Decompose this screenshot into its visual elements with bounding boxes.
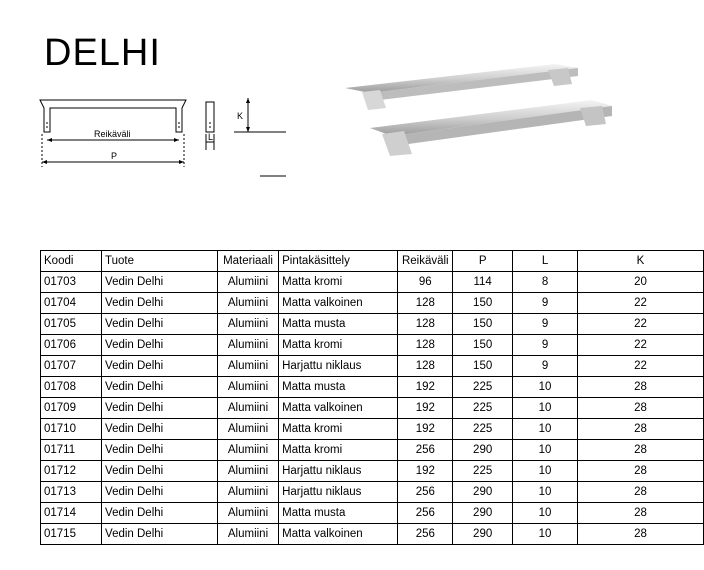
cell-tuote: Vedin Delhi: [102, 293, 218, 314]
cell-materiaali: Alumiini: [217, 482, 278, 503]
cell-pintakasittely: Matta valkoinen: [279, 398, 398, 419]
cell-koodi: 01710: [41, 419, 102, 440]
cell-l: 8: [513, 272, 578, 293]
table-header-row: [41, 251, 704, 272]
cell-reikavali: 192: [398, 398, 453, 419]
cell-materiaali: Alumiini: [217, 335, 278, 356]
cell-p: 290: [453, 503, 513, 524]
cell-p: 290: [453, 440, 513, 461]
product-table: [40, 250, 704, 545]
header-l: L: [513, 251, 578, 272]
cell-pintakasittely: Matta kromi: [279, 440, 398, 461]
k-dimension-label: K: [237, 111, 244, 121]
table-row: [41, 482, 704, 503]
cell-materiaali: Alumiini: [217, 503, 278, 524]
cell-reikavali: 256: [398, 503, 453, 524]
cell-reikavali: 128: [398, 293, 453, 314]
table-row: [41, 419, 704, 440]
cell-tuote: Vedin Delhi: [102, 503, 218, 524]
cell-k: 28: [578, 377, 704, 398]
table-row: [41, 503, 704, 524]
header-tuote: Tuote: [102, 251, 218, 272]
cell-koodi: 01711: [41, 440, 102, 461]
table-row: [41, 524, 704, 545]
cell-koodi: 01709: [41, 398, 102, 419]
cell-reikavali: 96: [398, 272, 453, 293]
header-pintakasittely: Pintakäsittely: [279, 251, 398, 272]
cell-pintakasittely: Matta kromi: [279, 419, 398, 440]
cell-tuote: Vedin Delhi: [102, 461, 218, 482]
cell-k: 28: [578, 461, 704, 482]
cell-reikavali: 128: [398, 335, 453, 356]
table-row: [41, 293, 704, 314]
cell-l: 10: [513, 419, 578, 440]
handle-image-back: [345, 64, 578, 110]
cell-l: 9: [513, 335, 578, 356]
cell-koodi: 01703: [41, 272, 102, 293]
cell-koodi: 01712: [41, 461, 102, 482]
cell-pintakasittely: Harjattu niklaus: [279, 356, 398, 377]
cell-reikavali: 192: [398, 461, 453, 482]
cell-p: 150: [453, 293, 513, 314]
cell-l: 10: [513, 440, 578, 461]
cell-p: 225: [453, 419, 513, 440]
cell-p: 150: [453, 314, 513, 335]
table-row: [41, 356, 704, 377]
cell-pintakasittely: Harjattu niklaus: [279, 461, 398, 482]
cell-p: 290: [453, 482, 513, 503]
cell-koodi: 01714: [41, 503, 102, 524]
reikavali-label: Reikäväli: [94, 129, 131, 139]
header-koodi: Koodi: [41, 251, 102, 272]
cell-tuote: Vedin Delhi: [102, 524, 218, 545]
cell-k: 28: [578, 482, 704, 503]
cell-k: 22: [578, 335, 704, 356]
table-row: [41, 377, 704, 398]
p-dimension-label: P: [111, 151, 118, 161]
cell-reikavali: 192: [398, 377, 453, 398]
cell-reikavali: 256: [398, 524, 453, 545]
cell-materiaali: Alumiini: [217, 398, 278, 419]
cell-k: 28: [578, 503, 704, 524]
cell-pintakasittely: Matta musta: [279, 377, 398, 398]
cell-l: 10: [513, 503, 578, 524]
cell-k: 28: [578, 440, 704, 461]
product-photo: [340, 58, 620, 168]
cell-koodi: 01707: [41, 356, 102, 377]
cell-l: 9: [513, 314, 578, 335]
cell-reikavali: 256: [398, 440, 453, 461]
table-row: [41, 398, 704, 419]
cell-reikavali: 256: [398, 482, 453, 503]
cell-materiaali: Alumiini: [217, 356, 278, 377]
cell-k: 22: [578, 356, 704, 377]
header-reikavali: Reikäväli: [398, 251, 453, 272]
cell-l: 10: [513, 398, 578, 419]
cell-k: 28: [578, 524, 704, 545]
cell-tuote: Vedin Delhi: [102, 419, 218, 440]
cell-pintakasittely: Harjattu niklaus: [279, 482, 398, 503]
cell-materiaali: Alumiini: [217, 272, 278, 293]
cell-l: 10: [513, 524, 578, 545]
cell-k: 28: [578, 419, 704, 440]
cell-l: 10: [513, 377, 578, 398]
cell-pintakasittely: Matta valkoinen: [279, 524, 398, 545]
handle-image-front: [370, 100, 612, 156]
cell-l: 10: [513, 461, 578, 482]
cell-tuote: Vedin Delhi: [102, 272, 218, 293]
cell-materiaali: Alumiini: [217, 440, 278, 461]
cell-p: 225: [453, 377, 513, 398]
cell-materiaali: Alumiini: [217, 419, 278, 440]
cell-koodi: 01704: [41, 293, 102, 314]
cell-koodi: 01706: [41, 335, 102, 356]
cell-koodi: 01715: [41, 524, 102, 545]
cell-p: 114: [453, 272, 513, 293]
table-row: [41, 335, 704, 356]
cell-tuote: Vedin Delhi: [102, 314, 218, 335]
cell-tuote: Vedin Delhi: [102, 377, 218, 398]
cell-k: 22: [578, 314, 704, 335]
cell-p: 150: [453, 335, 513, 356]
table-row: [41, 272, 704, 293]
cell-pintakasittely: Matta musta: [279, 314, 398, 335]
cell-tuote: Vedin Delhi: [102, 356, 218, 377]
header-materiaali: Materiaali: [217, 251, 278, 272]
cell-reikavali: 128: [398, 356, 453, 377]
page-title: DELHI: [44, 32, 161, 74]
header-k: K: [578, 251, 704, 272]
cell-p: 225: [453, 398, 513, 419]
cell-koodi: 01705: [41, 314, 102, 335]
cell-k: 20: [578, 272, 704, 293]
cell-tuote: Vedin Delhi: [102, 398, 218, 419]
cell-materiaali: Alumiini: [217, 314, 278, 335]
cell-reikavali: 192: [398, 419, 453, 440]
cell-reikavali: 128: [398, 314, 453, 335]
cell-materiaali: Alumiini: [217, 461, 278, 482]
cell-materiaali: Alumiini: [217, 524, 278, 545]
table-row: [41, 314, 704, 335]
cell-p: 290: [453, 524, 513, 545]
cell-k: 28: [578, 398, 704, 419]
cell-l: 9: [513, 293, 578, 314]
cell-tuote: Vedin Delhi: [102, 440, 218, 461]
header-p: P: [453, 251, 513, 272]
cell-l: 10: [513, 482, 578, 503]
cell-p: 150: [453, 356, 513, 377]
handle-dimension-diagram: [38, 92, 298, 182]
table-row: [41, 440, 704, 461]
table-row: [41, 461, 704, 482]
cell-koodi: 01708: [41, 377, 102, 398]
cell-pintakasittely: Matta valkoinen: [279, 293, 398, 314]
cell-koodi: 01713: [41, 482, 102, 503]
l-dimension-label: L: [208, 132, 214, 142]
cell-p: 225: [453, 461, 513, 482]
cell-pintakasittely: Matta kromi: [279, 272, 398, 293]
cell-tuote: Vedin Delhi: [102, 482, 218, 503]
cell-pintakasittely: Matta musta: [279, 503, 398, 524]
cell-tuote: Vedin Delhi: [102, 335, 218, 356]
cell-materiaali: Alumiini: [217, 293, 278, 314]
cell-materiaali: Alumiini: [217, 377, 278, 398]
cell-k: 22: [578, 293, 704, 314]
cell-l: 9: [513, 356, 578, 377]
cell-pintakasittely: Matta kromi: [279, 335, 398, 356]
